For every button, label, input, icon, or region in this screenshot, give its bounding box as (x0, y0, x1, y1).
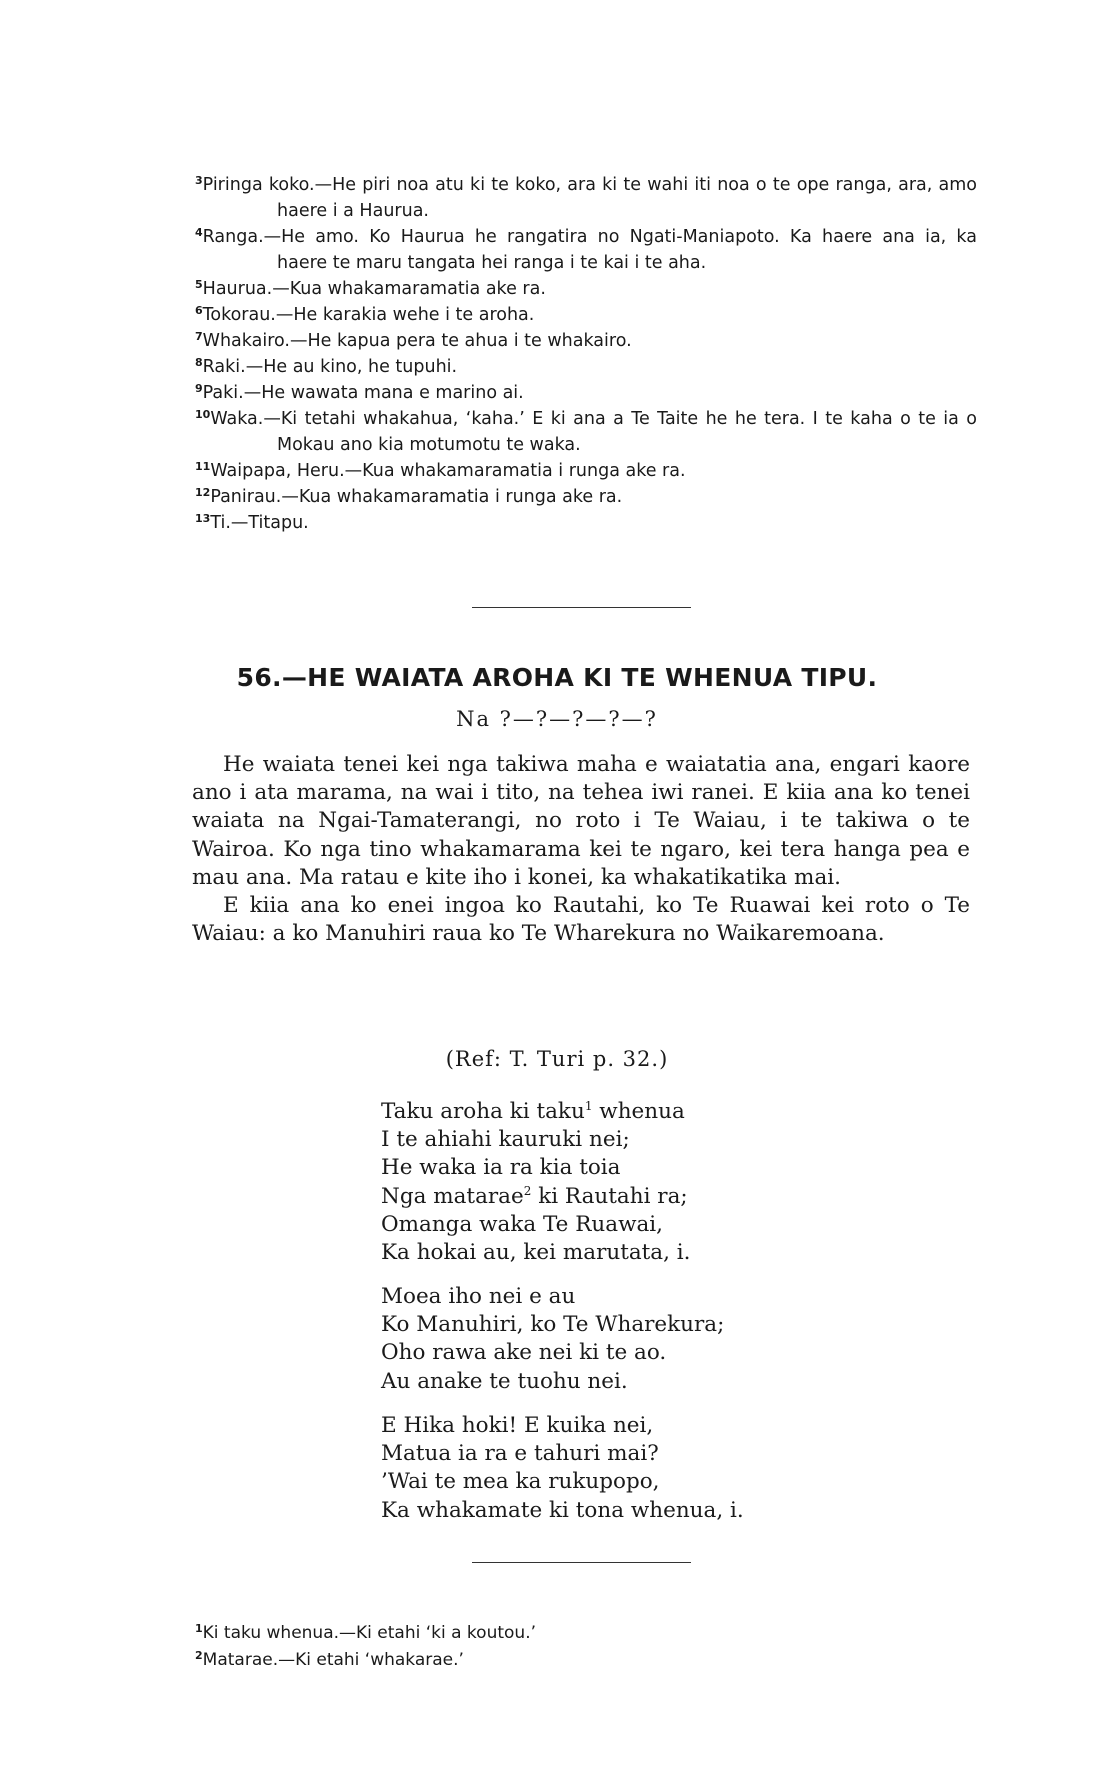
introduction (192, 751, 970, 948)
note-item: $^6$Tokorau.—He karakia wehe i te aroha. (195, 304, 535, 325)
intro-paragraph: E kiia ana ko enei ingoa ko Rautahi, ko Te Ruawai kei roto o Te Waiau: a ko Manuhiri raua ko Te Wharekura no Waikaremoana. (192, 893, 970, 947)
verse-line: Au anake te tuohu nei. (381, 1368, 628, 1394)
verse-line: Oho rawa ake nei ki te ao. (381, 1340, 667, 1366)
note-item: $^{13}$Ti.—Titapu. (195, 512, 309, 533)
note-item: $^5$Haurua.—Kua whakamaramatia ake ra. (195, 278, 546, 299)
note-item: $^{12}$Panirau.—Kua whakamaramatia i runga ake ra. (195, 486, 623, 507)
verse-line: Ka whakamate ki tona whenua, i. (381, 1497, 744, 1523)
verse-line: E Hika hoki! E kuika nei, (381, 1413, 654, 1438)
footnote-divider (472, 1562, 691, 1563)
section-divider (472, 607, 691, 608)
verse-line: Ka hokai au, kei marutata, i. (381, 1240, 691, 1266)
stanza-3 (381, 1412, 744, 1525)
reference: (Ref: T. Turi p. 32.) (445, 1047, 669, 1071)
verse-line: Moea iho nei e au (381, 1284, 576, 1309)
footnote-item: $^2$Matarae.—Ki etahi ‘whakarae.’ (195, 1649, 464, 1670)
intro-paragraph: He waiata tenei kei nga takiwa maha e waiatatia ana, engari kaore ano i ata marama, na wai i tito, na tehea iwi ranei. E kiia ana ko tenei waiata na Ngai-Tamaterangi, no roto i Te Waiau, i te takiwa o te Wairoa. Ko nga tino whakamarama kei te ngaro, kei tera hanga pea e mau ana. Ma ratau e kite iho i konei, ka whakatikatika mai. (192, 752, 970, 890)
verse-line: Omanga waka Te Ruawai, (381, 1211, 664, 1237)
note-item: $^7$Whakairo.—He kapua pera te ahua i te whakairo. (195, 330, 632, 351)
footnote-item: $^1$Ki taku whenua.—Ki etahi ‘ki a koutou.’ (195, 1622, 536, 1643)
verse-line: Matua ia ra e tahuri mai? (381, 1441, 659, 1467)
verse-line: He waka ia ra kia toia (381, 1155, 621, 1181)
note-item: $^4$Ranga.—He amo. Ko Haurua he rangatira no Ngati-Maniapoto. Ka haere ana ia, ka haere te maru tangata hei ranga i te kai i te aha. (195, 226, 977, 273)
stanza-2 (381, 1283, 724, 1396)
note-item: $^{11}$Waipapa, Heru.—Kua whakamaramatia i runga ake ra. (195, 460, 686, 481)
song-title: 56.—HE WAIATA AROHA KI TE WHENUA TIPU. (236, 663, 878, 692)
verse-line: Ko Manuhiri, ko Te Wharekura; (381, 1312, 725, 1338)
verse-line: Taku aroha ki taku$^1$ whenua (381, 1099, 685, 1124)
explanatory-notes (195, 172, 977, 536)
note-item: $^{10}$Waka.—Ki tetahi whakahua, ‘kaha.’ E ki ana a Te Taite he he tera. I te kaha o te ia o Mokau ano kia motumotu te waka. (195, 408, 977, 455)
song-author: Na ?—?—?—?—? (456, 707, 658, 731)
verse-line: ’Wai te mea ka rukupopo, (381, 1469, 660, 1495)
verse-line: Nga matarae$^2$ ki Rautahi ra; (381, 1183, 688, 1209)
verse-line: I te ahiahi kauruki nei; (381, 1127, 630, 1153)
note-item: $^3$Piringa koko.—He piri noa atu ki te koko, ara ki te wahi iti noa o te ope ranga, ara, amo haere i a Haurua. (195, 174, 977, 221)
stanza-1 (381, 1098, 690, 1267)
note-item: $^9$Paki.—He wawata mana e marino ai. (195, 382, 524, 403)
footnotes (195, 1620, 895, 1674)
note-item: $^8$Raki.—He au kino, he tupuhi. (195, 356, 458, 377)
